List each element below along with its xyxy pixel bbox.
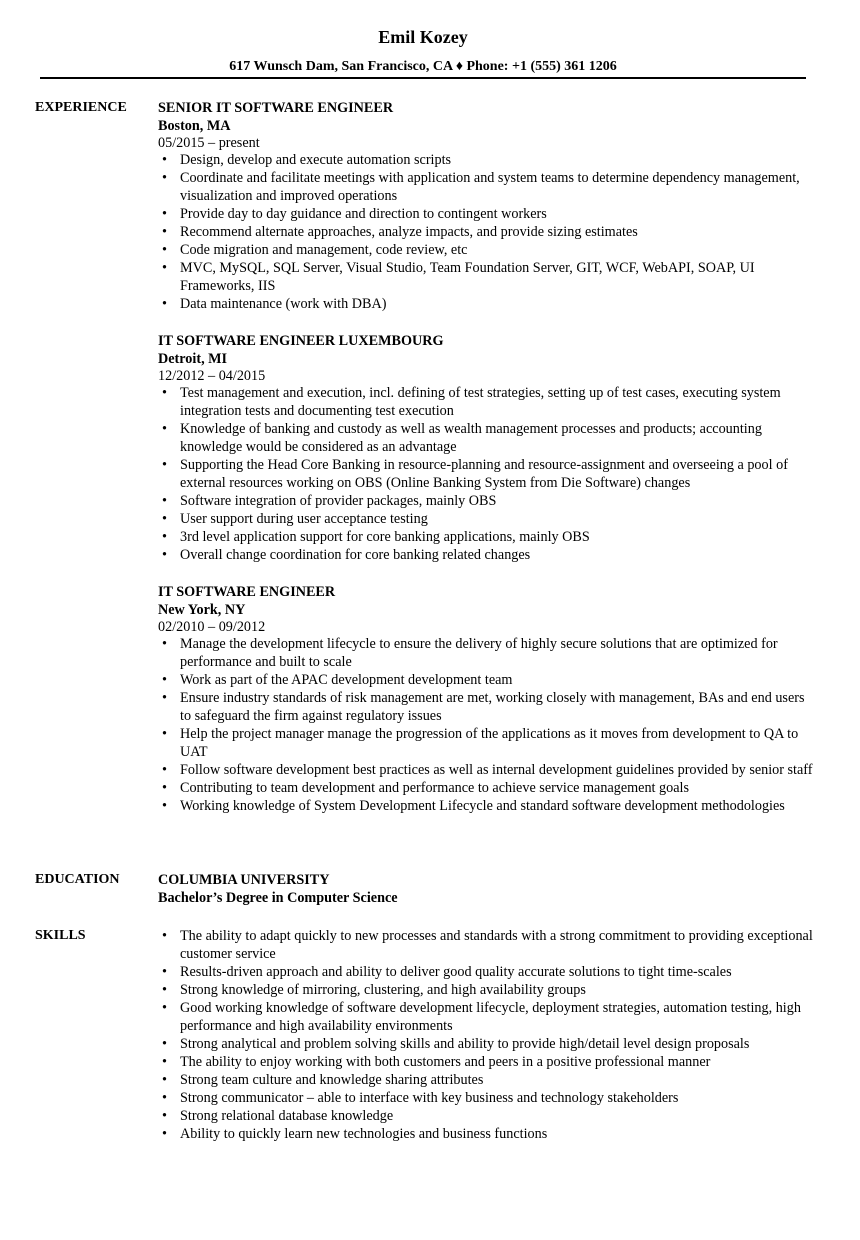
header-divider (40, 77, 806, 79)
job-bullets (158, 384, 818, 564)
list-item: • Code migration and management, code review, etc (158, 241, 818, 259)
resume-header (0, 26, 846, 76)
list-item: • Test management and execution, incl. defining of test strategies, setting up of test cases, executing system integration tests and documenting test execution (158, 384, 818, 420)
experience-content (158, 99, 818, 834)
job-dates: 02/2010 – 09/2012 (158, 619, 266, 635)
list-item: • Good working knowledge of software development lifecycle, deployment strategies, automation testing, high performance and high availability environments (158, 999, 818, 1035)
job-title: SENIOR IT SOFTWARE ENGINEER (158, 100, 394, 116)
contact-line: 617 Wunsch Dam, San Francisco, CA ♦ Phone: +1 (555) 361 1206 (229, 59, 617, 74)
job-location: New York, NY (158, 602, 246, 618)
list-item: • Strong knowledge of mirroring, clustering, and high availability groups (158, 981, 818, 999)
list-item: • Strong communicator – able to interface with key business and technology stakeholders (158, 1089, 818, 1107)
list-item: • Strong analytical and problem solving skills and ability to provide high/detail level design proposals (158, 1035, 818, 1053)
school-name: COLUMBIA UNIVERSITY (158, 872, 330, 888)
section-title-skills: SKILLS (35, 928, 86, 943)
list-item: • Work as part of the APAC development development team (158, 671, 818, 689)
job-entry (158, 99, 818, 313)
job-title: IT SOFTWARE ENGINEER LUXEMBOURG (158, 333, 444, 349)
list-item: • Strong relational database knowledge (158, 1107, 818, 1125)
list-item: • The ability to adapt quickly to new processes and standards with a strong commitment to providing exceptional customer service (158, 927, 818, 963)
list-item: • Supporting the Head Core Banking in resource-planning and resource-assignment and overseeing a pool of external resources working on OBS (Online Banking System from Die Software) changes (158, 456, 818, 492)
list-item: • Follow software development best practices as well as internal development guidelines provided by senior staff (158, 761, 818, 779)
list-item: • Manage the development lifecycle to ensure the delivery of highly secure solutions that are optimized for performance and built to scale (158, 635, 818, 671)
list-item: • MVC, MySQL, SQL Server, Visual Studio, Team Foundation Server, GIT, WCF, WebAPI, SOAP, UI Frameworks, IIS (158, 259, 818, 295)
list-item: • Help the project manager manage the progression of the applications as it moves from development to QA to UAT (158, 725, 818, 761)
list-item: • Working knowledge of System Development Lifecycle and standard software development methodologies (158, 797, 818, 815)
list-item: • Coordinate and facilitate meetings with application and system teams to determine dependency management, visualization and improved operations (158, 169, 818, 205)
skills-list (158, 927, 818, 1143)
list-item: • The ability to enjoy working with both customers and peers in a positive professional manner (158, 1053, 818, 1071)
list-item: • Ensure industry standards of risk management are met, working closely with management, BAs and end users to safeguard the firm against regulatory issues (158, 689, 818, 725)
list-item: • Strong team culture and knowledge sharing attributes (158, 1071, 818, 1089)
list-item: • Software integration of provider packages, mainly OBS (158, 492, 818, 510)
list-item: • Recommend alternate approaches, analyze impacts, and provide sizing estimates (158, 223, 818, 241)
list-item: • 3rd level application support for core banking applications, mainly OBS (158, 528, 818, 546)
list-item: • Overall change coordination for core banking related changes (158, 546, 818, 564)
section-title-education: EDUCATION (35, 872, 120, 887)
candidate-name: Emil Kozey (378, 27, 468, 47)
list-item: • Results-driven approach and ability to deliver good quality accurate solutions to tight time-scales (158, 963, 818, 981)
job-location: Boston, MA (158, 118, 231, 134)
job-dates: 12/2012 – 04/2015 (158, 368, 266, 384)
job-entry (158, 583, 818, 815)
section-title-experience: EXPERIENCE (35, 100, 127, 115)
list-item: • Data maintenance (work with DBA) (158, 295, 818, 313)
list-item: • Contributing to team development and performance to achieve service management goals (158, 779, 818, 797)
job-location: Detroit, MI (158, 351, 228, 367)
job-title: IT SOFTWARE ENGINEER (158, 584, 336, 600)
degree: Bachelor’s Degree in Computer Science (158, 890, 398, 906)
job-entry (158, 332, 818, 564)
job-bullets (158, 151, 818, 313)
list-item: • Provide day to day guidance and direction to contingent workers (158, 205, 818, 223)
education-content (158, 871, 818, 907)
job-dates: 05/2015 – present (158, 135, 260, 151)
list-item: • User support during user acceptance testing (158, 510, 818, 528)
job-bullets (158, 635, 818, 815)
list-item: • Ability to quickly learn new technologies and business functions (158, 1125, 818, 1143)
list-item: • Design, develop and execute automation scripts (158, 151, 818, 169)
skills-content (158, 927, 818, 1143)
list-item: • Knowledge of banking and custody as well as wealth management processes and products; accounting knowledge would be considered as an advantage (158, 420, 818, 456)
